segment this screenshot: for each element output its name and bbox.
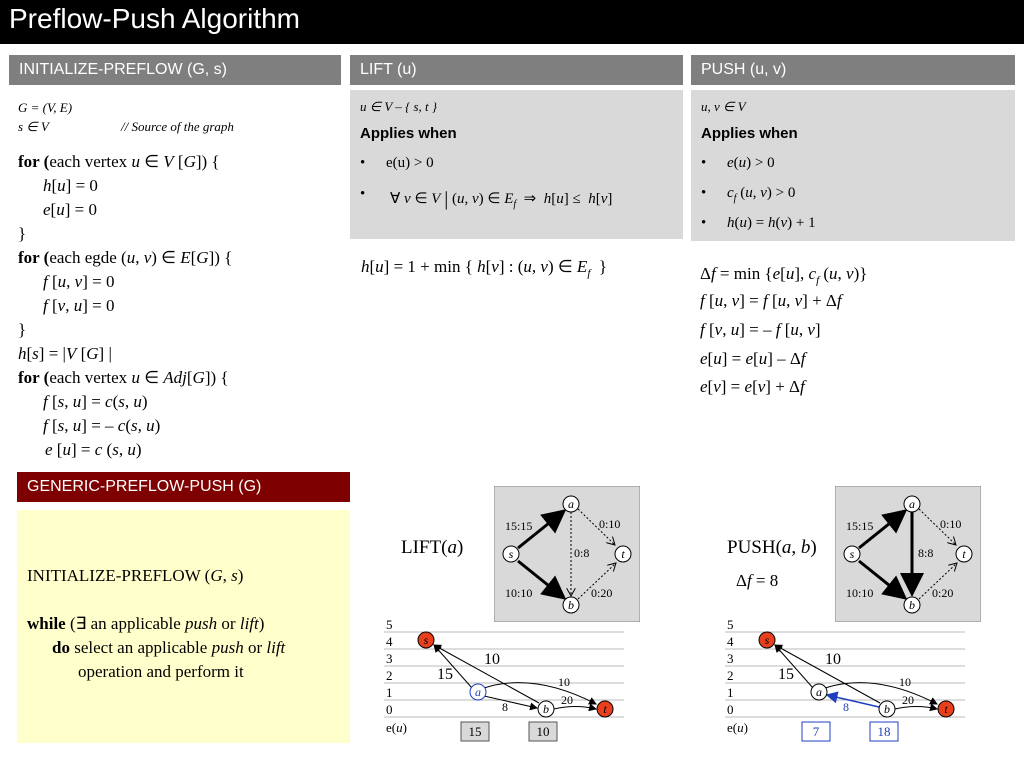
- edge-s-b-label: 10:10: [505, 586, 533, 600]
- init-line-8: }: [18, 320, 27, 339]
- h-edge-label-10a: 10: [825, 651, 841, 668]
- node-t-label: t: [621, 547, 625, 561]
- push-formula-4: e[u] = e[u] – Δf: [700, 349, 806, 368]
- init-header: INITIALIZE-PREFLOW (G, s): [9, 55, 341, 85]
- init-line-13: e [u] = c (s, u): [45, 440, 142, 459]
- source-comment: // Source of the graph: [121, 119, 234, 134]
- push-formula-1: Δf = min {e[u], $c_f$ (u, v)}: [700, 264, 868, 287]
- push-height-diagram: [725, 616, 975, 746]
- init-line-12: f [s, u] = – c(s, u): [43, 416, 161, 435]
- h-node-b-label: b: [884, 702, 890, 716]
- node-a-label: a: [568, 497, 574, 511]
- push-header: PUSH (u, v): [691, 55, 1015, 85]
- init-line-6: f [u, v] = 0: [43, 272, 115, 291]
- node-a-label: a: [909, 497, 915, 511]
- edge-a-t-label: 0:10: [599, 517, 621, 531]
- height-5: 5: [727, 617, 734, 632]
- h-node-a-label: a: [475, 685, 481, 699]
- push-applies-when: Applies when: [701, 125, 798, 142]
- node-b-label: b: [568, 598, 574, 612]
- edge-a-b-label: 8:8: [918, 546, 934, 560]
- generic-do-2: operation and perform it: [78, 662, 244, 681]
- push-cond-1: •: [701, 155, 707, 171]
- lift-conditions-box: [350, 90, 683, 239]
- node-t-label: t: [962, 547, 966, 561]
- h-node-s-label: s: [764, 633, 770, 647]
- lift-height-diagram: [384, 616, 634, 746]
- init-line-9: h[s] = |V [G] |: [18, 344, 112, 363]
- h-edge-label-8: 8: [502, 700, 508, 714]
- push-formula-2: f [u, v] = f [u, v] + Δf: [700, 291, 842, 310]
- generic-box: [17, 510, 350, 743]
- lift-header: LIFT (u): [350, 55, 683, 85]
- h-edge-a-t: [825, 683, 937, 704]
- node-s-label: s: [849, 547, 855, 561]
- lift-formula: h[u] = 1 + min { h[v] : (u, v) ∈ $E_f$ }: [361, 257, 608, 280]
- h-edge-b-a: [827, 695, 879, 707]
- graph-decl: G = (V, E): [18, 100, 73, 115]
- lift-example-graph: [494, 486, 640, 622]
- height-0: 0: [386, 702, 393, 717]
- push-example-label: PUSH(a, b): [727, 537, 817, 558]
- push-cond-1-text: e(u) > 0: [727, 155, 775, 171]
- h-edge-label-20: 20: [902, 693, 914, 707]
- generic-do: do select an applicable push or lift: [52, 638, 286, 657]
- height-5: 5: [386, 617, 393, 632]
- height-1: 1: [386, 685, 393, 700]
- excess-b: 18: [877, 724, 891, 739]
- lift-domain: u ∈ V – { s, t }: [360, 99, 438, 114]
- h-edge-a-t: [484, 683, 596, 704]
- excess-label: e(u): [727, 720, 748, 735]
- push-domain: u, v ∈ V: [701, 99, 746, 114]
- push-formula-5: e[v] = e[v] + Δf: [700, 377, 805, 396]
- height-0: 0: [727, 702, 734, 717]
- h-edge-label-15: 15: [778, 666, 794, 683]
- h-edge-label-10b: 10: [558, 675, 570, 689]
- init-line-4: }: [18, 224, 27, 243]
- push-cond-3: •: [701, 215, 707, 231]
- excess-label: e(u): [386, 720, 407, 735]
- height-2: 2: [386, 668, 393, 683]
- init-line-5: for (each egde (u, v) ∈ E[G]) {: [18, 248, 233, 267]
- init-line-3: e[u] = 0: [43, 200, 97, 219]
- height-4: 4: [727, 634, 734, 649]
- h-edge-label-10a: 10: [484, 651, 500, 668]
- edge-b-t-label: 0:20: [591, 586, 613, 600]
- excess-a: 15: [468, 724, 482, 739]
- height-2: 2: [727, 668, 734, 683]
- init-line-1: for (each vertex u ∈ V [G]) {: [18, 152, 220, 171]
- excess-a: 7: [812, 724, 820, 739]
- h-node-a-label: a: [816, 685, 822, 699]
- edge-b-t-label: 0:20: [932, 586, 954, 600]
- edge-s-a-label: 15:15: [846, 519, 874, 533]
- height-1: 1: [727, 685, 734, 700]
- height-3: 3: [727, 651, 734, 666]
- push-cond-2-text: $c_f$ (u, v) > 0: [727, 185, 796, 204]
- init-section: [18, 100, 338, 470]
- push-example-delta: Δf = 8: [736, 571, 779, 590]
- lift-applies-when: Applies when: [360, 125, 457, 142]
- page-title: Preflow-Push Algorithm: [9, 3, 301, 34]
- h-node-b-label: b: [543, 702, 549, 716]
- h-node-t-label: t: [944, 702, 948, 716]
- init-line-11: f [s, u] = c(s, u): [43, 392, 148, 411]
- lift-cond-1: •: [360, 155, 366, 171]
- h-edge-label-8: 8: [843, 700, 849, 714]
- h-edge-label-15: 15: [437, 666, 453, 683]
- push-formula-3: f [v, u] = – f [u, v]: [700, 320, 821, 339]
- push-cond-2: •: [701, 185, 707, 201]
- push-conditions-box: [691, 90, 1015, 241]
- lift-example-label: LIFT(a): [401, 537, 464, 558]
- push-cond-3-text: h(u) = h(v) + 1: [727, 215, 816, 231]
- init-line-10: for (each vertex u ∈ Adj[G]) {: [18, 368, 229, 387]
- height-3: 3: [386, 651, 393, 666]
- init-line-7: f [v, u] = 0: [43, 296, 115, 315]
- lift-cond-2-text: ∀ v ∈ V | (u, v) ∈ $E_f$ ⇒ h[u] ≤ h[v]: [390, 188, 613, 210]
- edge-s-b-label: 10:10: [846, 586, 874, 600]
- source-decl: s ∈ V: [18, 119, 49, 134]
- lift-cond-1-text: e(u) > 0: [386, 155, 434, 171]
- edge-a-t-label: 0:10: [940, 517, 962, 531]
- push-example-graph: [835, 486, 981, 622]
- init-line-2: h[u] = 0: [43, 176, 98, 195]
- h-edge-label-10b: 10: [899, 675, 911, 689]
- node-s-label: s: [508, 547, 514, 561]
- node-b-label: b: [909, 598, 915, 612]
- generic-init-call: INITIALIZE-PREFLOW (G, s): [27, 566, 244, 585]
- h-node-t-label: t: [603, 702, 607, 716]
- edge-a-b-label: 0:8: [574, 546, 590, 560]
- edge-s-a-label: 15:15: [505, 519, 533, 533]
- excess-b: 10: [536, 724, 550, 739]
- generic-while: while (∃ an applicable push or lift): [27, 614, 265, 633]
- generic-header: GENERIC-PREFLOW-PUSH (G): [17, 472, 350, 502]
- h-edge-label-20: 20: [561, 693, 573, 707]
- height-4: 4: [386, 634, 393, 649]
- h-node-s-label: s: [423, 633, 429, 647]
- lift-cond-2: •: [360, 186, 366, 202]
